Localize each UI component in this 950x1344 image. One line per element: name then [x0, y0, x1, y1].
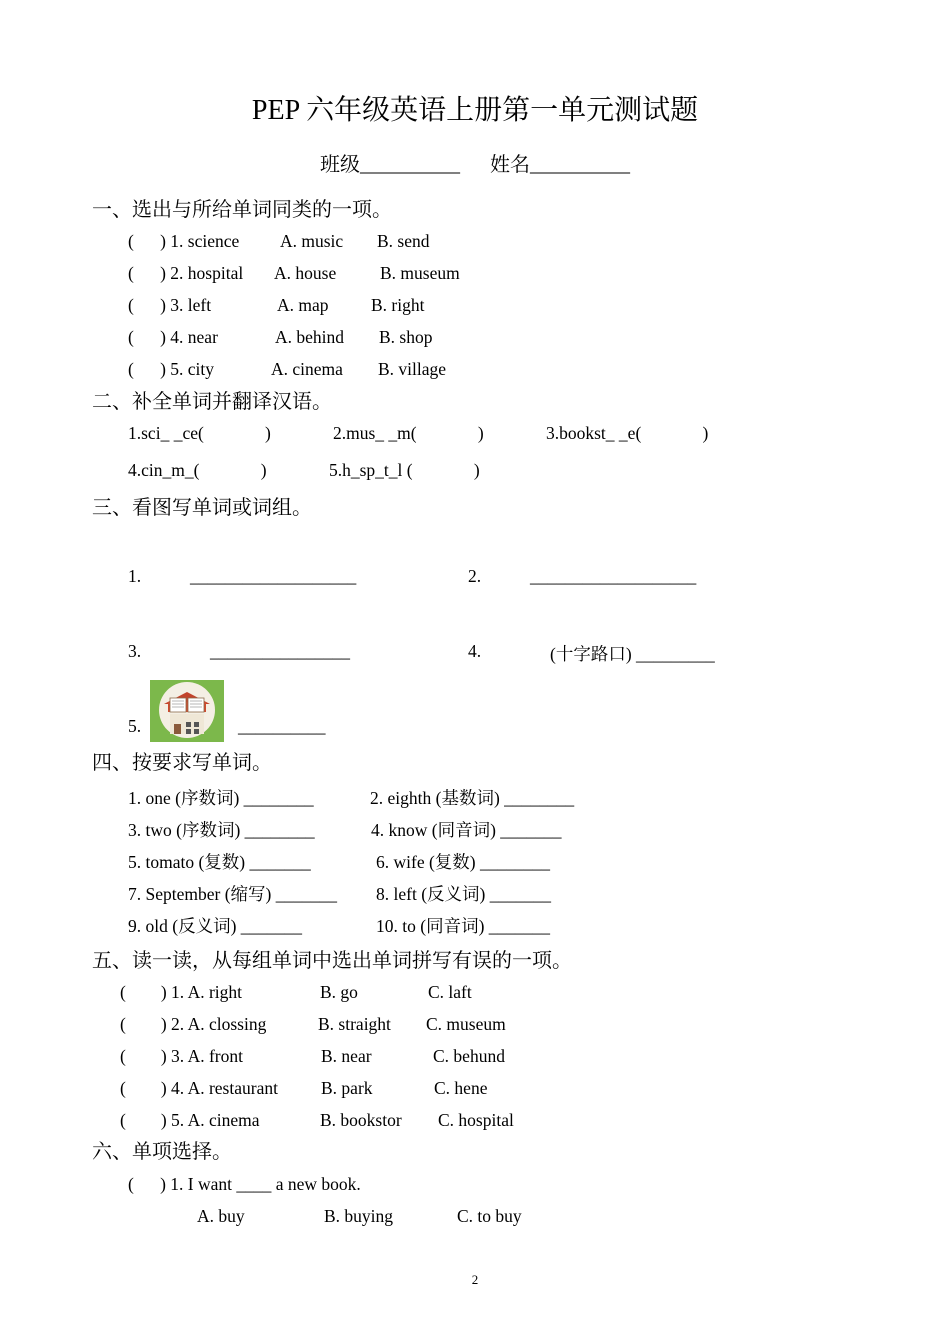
question-row[interactable]: ( ) 1. A. right [120, 982, 243, 1002]
option-a: A. buy [197, 1206, 245, 1226]
fill-word-item[interactable]: 2.mus_ _m( ) [333, 423, 484, 443]
option-b: B. send [377, 231, 430, 251]
question-row[interactable]: ( ) 5. A. cinema [120, 1110, 260, 1130]
option-b: B. straight [318, 1014, 391, 1034]
option-a: A. behind [275, 327, 345, 347]
picture-item-number: 5. [128, 716, 142, 736]
question-row[interactable]: ( ) 1. science [128, 231, 240, 251]
option-c: C. to buy [457, 1206, 522, 1226]
question-row[interactable]: ( ) 4. near [128, 327, 218, 347]
question-row[interactable]: ( ) 1. I want ____ a new book. [128, 1174, 361, 1194]
picture-item-number: 2. [468, 566, 482, 586]
student-info-line [0, 148, 950, 177]
option-c: C. hospital [438, 1110, 514, 1130]
section-5-heading: 五、读一读，从每组单词中选出单词拼写有误的一项。 [92, 950, 572, 972]
name-field[interactable]: 姓名__________ [490, 154, 630, 176]
word-task[interactable]: 6. wife (复数) ________ [376, 852, 551, 872]
fill-word-item[interactable]: 1.sci_ _ce( ) [128, 423, 271, 443]
option-a: A. map [277, 295, 329, 315]
option-b: B. go [320, 982, 358, 1002]
section-4-heading: 四、按要求写单词。 [92, 752, 272, 774]
option-c: C. museum [426, 1014, 506, 1034]
question-row[interactable]: ( ) 2. A. clossing [120, 1014, 267, 1034]
word-task[interactable]: 7. September (缩写) _______ [128, 884, 337, 904]
page-number: 2 [471, 1272, 479, 1287]
word-task[interactable]: 9. old (反义词) _______ [128, 916, 303, 936]
option-b: B. park [321, 1078, 373, 1098]
question-row[interactable]: ( ) 5. city [128, 359, 215, 379]
word-task[interactable]: 10. to (同音词) _______ [376, 916, 551, 936]
option-c: C. laft [428, 982, 472, 1002]
option-b: B. buying [324, 1206, 394, 1226]
bookstore-icon [150, 680, 224, 742]
word-task[interactable]: 2. eighth (基数词) ________ [370, 788, 575, 808]
answer-blank[interactable]: (十字路口) _________ [550, 644, 715, 664]
answer-blank[interactable]: ___________________ [530, 566, 697, 586]
option-b: B. shop [379, 327, 433, 347]
word-task[interactable]: 5. tomato (复数) _______ [128, 852, 311, 872]
word-task[interactable]: 1. one (序数词) ________ [128, 788, 314, 808]
section-6-heading: 六、单项选择。 [92, 1141, 232, 1163]
fill-word-item[interactable]: 4.cin_m_( ) [128, 460, 267, 480]
picture-item-number: 1. [128, 566, 142, 586]
option-c: C. hene [434, 1078, 488, 1098]
question-row[interactable]: ( ) 3. A. front [120, 1046, 243, 1066]
picture-item-number: 3. [128, 641, 142, 661]
class-field[interactable]: 班级__________ [320, 154, 460, 176]
section-3-heading: 三、看图写单词或词组。 [92, 497, 312, 519]
option-a: A. music [280, 231, 344, 251]
option-c: C. behund [433, 1046, 505, 1066]
option-b: B. museum [380, 263, 460, 283]
section-1-heading: 一、选出与所给单词同类的一项。 [92, 199, 392, 221]
word-task[interactable]: 4. know (同音词) _______ [371, 820, 562, 840]
question-row[interactable]: ( ) 2. hospital [128, 263, 244, 283]
answer-blank[interactable]: __________ [238, 716, 326, 736]
word-task[interactable]: 8. left (反义词) _______ [376, 884, 551, 904]
page-title: PEP 六年级英语上册第一单元测试题 [251, 95, 699, 126]
option-a: A. house [274, 263, 337, 283]
option-b: B. near [321, 1046, 372, 1066]
section-2-heading: 二、补全单词并翻译汉语。 [92, 391, 332, 413]
answer-blank[interactable]: ___________________ [190, 566, 357, 586]
question-row[interactable]: ( ) 4. A. restaurant [120, 1078, 278, 1098]
option-a: A. cinema [271, 359, 343, 379]
picture-item-number: 4. [468, 641, 482, 661]
option-b: B. village [378, 359, 447, 379]
fill-word-item[interactable]: 5.h_sp_t_l ( ) [329, 460, 480, 480]
answer-blank[interactable]: ________________ [210, 641, 350, 661]
option-b: B. right [371, 295, 425, 315]
question-row[interactable]: ( ) 3. left [128, 295, 212, 315]
option-b: B. bookstor [320, 1110, 402, 1130]
fill-word-item[interactable]: 3.bookst_ _e( ) [546, 423, 709, 443]
word-task[interactable]: 3. two (序数词) ________ [128, 820, 315, 840]
